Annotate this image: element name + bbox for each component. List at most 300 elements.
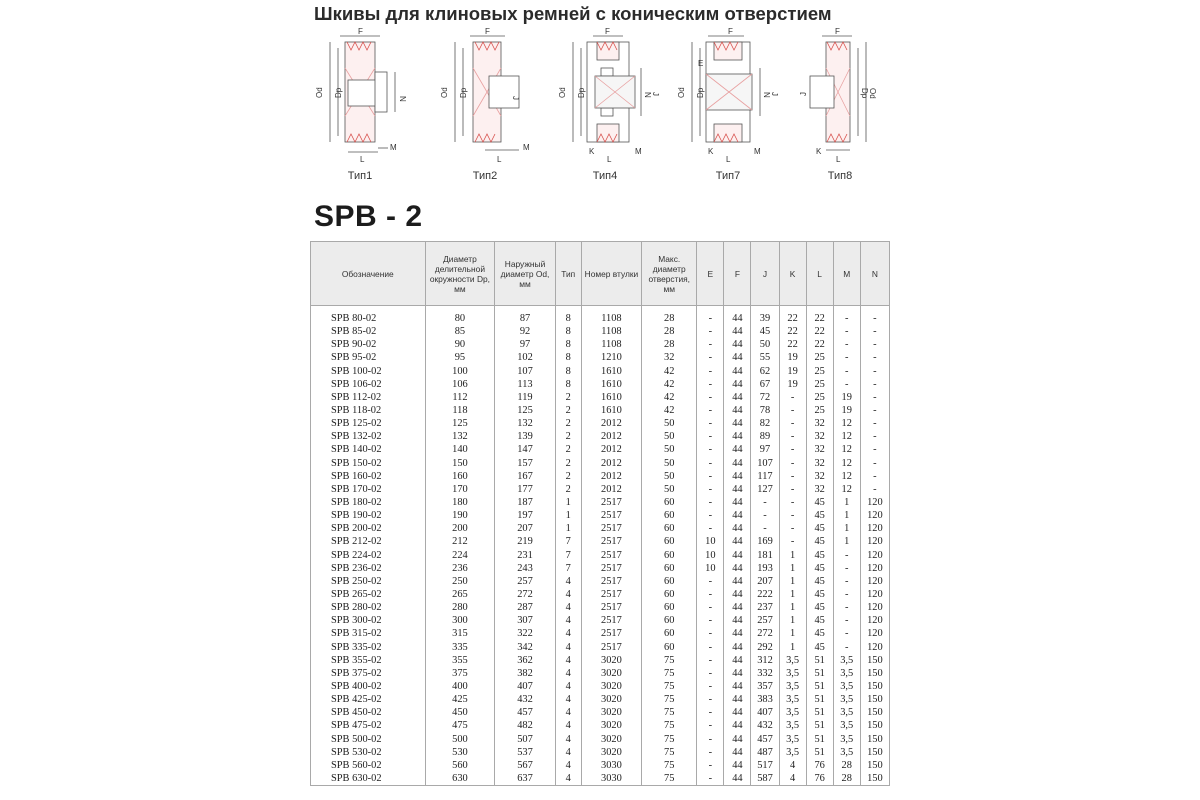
cell-bush-number: 2517 <box>581 588 641 601</box>
cell-m: 19 <box>833 404 860 417</box>
cell-j: 39 <box>751 306 779 326</box>
cell-type: 8 <box>555 351 581 364</box>
cell-n: 150 <box>860 746 889 759</box>
cell-outer-diameter: 92 <box>495 325 555 338</box>
table-row <box>311 562 890 575</box>
cell-outer-diameter: 307 <box>495 614 555 627</box>
cell-bush-number: 3020 <box>581 680 641 693</box>
label-m: M <box>390 143 397 152</box>
cell-l: 45 <box>806 614 833 627</box>
cell-m: - <box>833 601 860 614</box>
label-dp: Dp <box>334 87 343 98</box>
cell-f: 44 <box>724 509 751 522</box>
label-j: J <box>770 92 779 96</box>
cell-e: - <box>697 522 724 535</box>
cell-max-bore: 50 <box>642 457 697 470</box>
cell-n: 150 <box>860 733 889 746</box>
cell-type: 4 <box>555 627 581 640</box>
cell-designation: SPB 530-02 <box>311 746 426 759</box>
label-l: L <box>726 155 731 164</box>
table-row <box>311 365 890 378</box>
cell-m: - <box>833 627 860 640</box>
table-row <box>311 641 890 654</box>
cell-l: 25 <box>806 351 833 364</box>
label-f: F <box>835 28 840 36</box>
cell-type: 4 <box>555 772 581 786</box>
cell-k: - <box>779 443 806 456</box>
diagram-caption: Тип7 <box>715 170 741 182</box>
cell-type: 1 <box>555 522 581 535</box>
cell-type: 4 <box>555 641 581 654</box>
cell-designation: SPB 106-02 <box>311 378 426 391</box>
cell-bush-number: 3020 <box>581 719 641 732</box>
cell-type: 4 <box>555 588 581 601</box>
cell-type: 2 <box>555 391 581 404</box>
cell-l: 51 <box>806 706 833 719</box>
cell-m: 3,5 <box>833 693 860 706</box>
cell-max-bore: 42 <box>642 391 697 404</box>
cell-l: 22 <box>806 325 833 338</box>
cell-l: 51 <box>806 719 833 732</box>
pulley-type1-drawing <box>300 28 420 168</box>
cell-l: 45 <box>806 601 833 614</box>
cell-e: - <box>697 706 724 719</box>
cell-m: 3,5 <box>833 733 860 746</box>
cell-m: - <box>833 575 860 588</box>
label-f: F <box>485 28 490 36</box>
cell-designation: SPB 300-02 <box>311 614 426 627</box>
cell-designation: SPB 125-02 <box>311 417 426 430</box>
table-row <box>311 457 890 470</box>
cell-pitch-diameter: 375 <box>425 667 495 680</box>
cell-pitch-diameter: 190 <box>425 509 495 522</box>
cell-f: 44 <box>724 404 751 417</box>
cell-type: 8 <box>555 325 581 338</box>
cell-outer-diameter: 243 <box>495 562 555 575</box>
cell-l: 25 <box>806 391 833 404</box>
cell-j: 383 <box>751 693 779 706</box>
cell-max-bore: 32 <box>642 351 697 364</box>
cell-bush-number: 2517 <box>581 601 641 614</box>
cell-pitch-diameter: 630 <box>425 772 495 786</box>
cell-outer-diameter: 97 <box>495 338 555 351</box>
cell-max-bore: 75 <box>642 719 697 732</box>
cell-k: 1 <box>779 588 806 601</box>
cell-max-bore: 28 <box>642 325 697 338</box>
cell-designation: SPB 100-02 <box>311 365 426 378</box>
label-l: L <box>607 155 612 164</box>
cell-max-bore: 60 <box>642 522 697 535</box>
cell-pitch-diameter: 118 <box>425 404 495 417</box>
cell-max-bore: 42 <box>642 378 697 391</box>
cell-n: - <box>860 430 889 443</box>
cell-e: - <box>697 430 724 443</box>
cell-e: - <box>697 483 724 496</box>
cell-f: 44 <box>724 601 751 614</box>
cell-e: 10 <box>697 549 724 562</box>
cell-e: - <box>697 325 724 338</box>
table-row <box>311 391 890 404</box>
cell-f: 44 <box>724 733 751 746</box>
cell-pitch-diameter: 500 <box>425 733 495 746</box>
cell-bush-number: 1610 <box>581 378 641 391</box>
cell-type: 8 <box>555 378 581 391</box>
cell-n: - <box>860 417 889 430</box>
cell-e: - <box>697 417 724 430</box>
cell-k: 1 <box>779 575 806 588</box>
cell-f: 44 <box>724 575 751 588</box>
cell-pitch-diameter: 180 <box>425 496 495 509</box>
cell-k: 4 <box>779 772 806 786</box>
cell-pitch-diameter: 425 <box>425 693 495 706</box>
cell-j: 89 <box>751 430 779 443</box>
cell-designation: SPB 400-02 <box>311 680 426 693</box>
label-dp: Dp <box>860 88 869 99</box>
cell-m: - <box>833 325 860 338</box>
cell-e: - <box>697 667 724 680</box>
cell-outer-diameter: 167 <box>495 470 555 483</box>
cell-m: - <box>833 338 860 351</box>
cell-l: 32 <box>806 443 833 456</box>
cell-l: 76 <box>806 759 833 772</box>
cell-bush-number: 2517 <box>581 641 641 654</box>
cell-pitch-diameter: 170 <box>425 483 495 496</box>
cell-m: - <box>833 562 860 575</box>
cell-designation: SPB 190-02 <box>311 509 426 522</box>
table-row <box>311 772 890 786</box>
cell-j: 587 <box>751 772 779 786</box>
cell-l: 45 <box>806 562 833 575</box>
cell-pitch-diameter: 450 <box>425 706 495 719</box>
cell-designation: SPB 355-02 <box>311 654 426 667</box>
label-m: M <box>523 143 530 152</box>
table-row <box>311 404 890 417</box>
cell-type: 7 <box>555 535 581 548</box>
cell-bush-number: 2517 <box>581 614 641 627</box>
cell-n: 120 <box>860 588 889 601</box>
cell-n: - <box>860 391 889 404</box>
cell-n: 120 <box>860 522 889 535</box>
cell-m: 3,5 <box>833 654 860 667</box>
cell-max-bore: 60 <box>642 549 697 562</box>
table-row <box>311 719 890 732</box>
cell-j: 432 <box>751 719 779 732</box>
cell-f: 44 <box>724 719 751 732</box>
cell-n: 120 <box>860 562 889 575</box>
cell-bush-number: 3020 <box>581 706 641 719</box>
cell-n: 120 <box>860 627 889 640</box>
cell-e: - <box>697 601 724 614</box>
cell-f: 44 <box>724 641 751 654</box>
label-od: Od <box>868 88 877 99</box>
header-k: K <box>779 242 806 306</box>
table-row <box>311 351 890 364</box>
cell-max-bore: 75 <box>642 680 697 693</box>
cell-max-bore: 50 <box>642 417 697 430</box>
cell-m: - <box>833 549 860 562</box>
cell-f: 44 <box>724 614 751 627</box>
cell-type: 2 <box>555 470 581 483</box>
cell-m: 1 <box>833 535 860 548</box>
cell-j: - <box>751 522 779 535</box>
cell-designation: SPB 475-02 <box>311 719 426 732</box>
cell-outer-diameter: 457 <box>495 706 555 719</box>
cell-pitch-diameter: 80 <box>425 306 495 326</box>
table-row <box>311 706 890 719</box>
cell-max-bore: 75 <box>642 706 697 719</box>
cell-j: 78 <box>751 404 779 417</box>
cell-f: 44 <box>724 325 751 338</box>
diagram-caption: Тип1 <box>347 170 373 182</box>
table-row <box>311 306 890 326</box>
cell-outer-diameter: 107 <box>495 365 555 378</box>
cell-pitch-diameter: 85 <box>425 325 495 338</box>
cell-max-bore: 42 <box>642 365 697 378</box>
cell-type: 2 <box>555 443 581 456</box>
cell-designation: SPB 315-02 <box>311 627 426 640</box>
cell-f: 44 <box>724 627 751 640</box>
cell-k: 1 <box>779 601 806 614</box>
cell-f: 44 <box>724 549 751 562</box>
cell-f: 44 <box>724 417 751 430</box>
table-row <box>311 588 890 601</box>
cell-l: 45 <box>806 509 833 522</box>
cell-designation: SPB 560-02 <box>311 759 426 772</box>
cell-bush-number: 2012 <box>581 443 641 456</box>
label-n: N <box>762 92 771 98</box>
cell-k: 1 <box>779 614 806 627</box>
cell-j: 72 <box>751 391 779 404</box>
cell-f: 44 <box>724 365 751 378</box>
cell-bush-number: 3030 <box>581 772 641 786</box>
label-k: K <box>589 147 595 156</box>
label-k: K <box>708 147 714 156</box>
cell-j: 117 <box>751 470 779 483</box>
cell-type: 4 <box>555 614 581 627</box>
cell-k: - <box>779 496 806 509</box>
cell-bush-number: 3030 <box>581 759 641 772</box>
header-l: L <box>806 242 833 306</box>
cell-outer-diameter: 537 <box>495 746 555 759</box>
cell-j: 332 <box>751 667 779 680</box>
label-f: F <box>728 28 733 36</box>
pulley-diagram-type8 <box>780 28 900 188</box>
cell-l: 22 <box>806 338 833 351</box>
cell-outer-diameter: 432 <box>495 693 555 706</box>
cell-k: 1 <box>779 562 806 575</box>
cell-outer-diameter: 637 <box>495 772 555 786</box>
cell-type: 1 <box>555 496 581 509</box>
cell-m: - <box>833 641 860 654</box>
label-f: F <box>358 28 363 36</box>
cell-max-bore: 28 <box>642 306 697 326</box>
cell-designation: SPB 280-02 <box>311 601 426 614</box>
cell-n: - <box>860 443 889 456</box>
cell-bush-number: 2517 <box>581 496 641 509</box>
cell-j: 193 <box>751 562 779 575</box>
cell-k: 4 <box>779 759 806 772</box>
cell-bush-number: 3020 <box>581 693 641 706</box>
cell-n: 150 <box>860 759 889 772</box>
cell-designation: SPB 250-02 <box>311 575 426 588</box>
cell-k: 3,5 <box>779 667 806 680</box>
cell-pitch-diameter: 475 <box>425 719 495 732</box>
cell-e: - <box>697 457 724 470</box>
cell-max-bore: 50 <box>642 443 697 456</box>
cell-k: 1 <box>779 549 806 562</box>
cell-bush-number: 2012 <box>581 483 641 496</box>
cell-n: 150 <box>860 667 889 680</box>
cell-e: - <box>697 588 724 601</box>
cell-n: 120 <box>860 641 889 654</box>
cell-l: 32 <box>806 417 833 430</box>
cell-e: - <box>697 404 724 417</box>
cell-outer-diameter: 482 <box>495 719 555 732</box>
cell-n: - <box>860 338 889 351</box>
cell-outer-diameter: 287 <box>495 601 555 614</box>
cell-l: 51 <box>806 654 833 667</box>
cell-k: 1 <box>779 627 806 640</box>
cell-e: - <box>697 746 724 759</box>
cell-designation: SPB 112-02 <box>311 391 426 404</box>
cell-type: 7 <box>555 562 581 575</box>
pulley-diagram-type7 <box>668 28 788 188</box>
cell-j: 127 <box>751 483 779 496</box>
cell-l: 45 <box>806 575 833 588</box>
cell-f: 44 <box>724 706 751 719</box>
cell-bush-number: 2517 <box>581 562 641 575</box>
cell-f: 44 <box>724 772 751 786</box>
cell-pitch-diameter: 530 <box>425 746 495 759</box>
cell-f: 44 <box>724 680 751 693</box>
cell-l: 51 <box>806 680 833 693</box>
cell-n: - <box>860 378 889 391</box>
label-n: N <box>643 92 652 98</box>
cell-max-bore: 42 <box>642 404 697 417</box>
cell-type: 4 <box>555 693 581 706</box>
cell-max-bore: 50 <box>642 470 697 483</box>
cell-bush-number: 1610 <box>581 365 641 378</box>
cell-pitch-diameter: 355 <box>425 654 495 667</box>
cell-m: 1 <box>833 509 860 522</box>
cell-f: 44 <box>724 654 751 667</box>
cell-j: - <box>751 509 779 522</box>
cell-bush-number: 2012 <box>581 457 641 470</box>
cell-designation: SPB 180-02 <box>311 496 426 509</box>
cell-k: - <box>779 522 806 535</box>
cell-j: 62 <box>751 365 779 378</box>
cell-l: 45 <box>806 535 833 548</box>
cell-e: - <box>697 365 724 378</box>
cell-l: 25 <box>806 378 833 391</box>
table-row <box>311 614 890 627</box>
cell-bush-number: 2517 <box>581 522 641 535</box>
cell-e: - <box>697 719 724 732</box>
label-l: L <box>360 155 365 164</box>
cell-f: 44 <box>724 746 751 759</box>
cell-bush-number: 1108 <box>581 325 641 338</box>
cell-type: 4 <box>555 719 581 732</box>
pulley-type2-drawing <box>425 28 545 168</box>
cell-e: - <box>697 496 724 509</box>
pulley-type-diagrams <box>300 28 900 188</box>
cell-e: - <box>697 693 724 706</box>
cell-k: 3,5 <box>779 719 806 732</box>
cell-j: 207 <box>751 575 779 588</box>
cell-pitch-diameter: 132 <box>425 430 495 443</box>
cell-e: - <box>697 641 724 654</box>
label-f: F <box>605 28 610 36</box>
cell-j: 407 <box>751 706 779 719</box>
cell-e: - <box>697 338 724 351</box>
table-row <box>311 325 890 338</box>
cell-m: 12 <box>833 483 860 496</box>
cell-n: 120 <box>860 601 889 614</box>
cell-j: 237 <box>751 601 779 614</box>
cell-type: 4 <box>555 575 581 588</box>
cell-type: 2 <box>555 404 581 417</box>
cell-designation: SPB 95-02 <box>311 351 426 364</box>
cell-k: 19 <box>779 378 806 391</box>
cell-j: 517 <box>751 759 779 772</box>
cell-k: 3,5 <box>779 693 806 706</box>
header-j: J <box>751 242 779 306</box>
cell-pitch-diameter: 250 <box>425 575 495 588</box>
cell-max-bore: 50 <box>642 430 697 443</box>
header-outer-diameter: Наружный диаметр Od, мм <box>495 242 555 306</box>
cell-designation: SPB 132-02 <box>311 430 426 443</box>
cell-bush-number: 2517 <box>581 509 641 522</box>
cell-m: 28 <box>833 759 860 772</box>
cell-pitch-diameter: 160 <box>425 470 495 483</box>
cell-l: 45 <box>806 627 833 640</box>
cell-pitch-diameter: 100 <box>425 365 495 378</box>
cell-f: 44 <box>724 562 751 575</box>
cell-outer-diameter: 219 <box>495 535 555 548</box>
cell-pitch-diameter: 265 <box>425 588 495 601</box>
cell-e: - <box>697 733 724 746</box>
cell-type: 2 <box>555 483 581 496</box>
cell-outer-diameter: 197 <box>495 509 555 522</box>
table-row <box>311 733 890 746</box>
cell-n: 150 <box>860 693 889 706</box>
cell-n: - <box>860 470 889 483</box>
diagram-caption: Тип8 <box>827 170 853 182</box>
cell-m: 12 <box>833 457 860 470</box>
cell-f: 44 <box>724 443 751 456</box>
cell-m: 3,5 <box>833 746 860 759</box>
cell-outer-diameter: 322 <box>495 627 555 640</box>
header-type: Тип <box>555 242 581 306</box>
cell-e: - <box>697 614 724 627</box>
series-heading: SPB - 2 <box>314 200 423 233</box>
cell-bush-number: 3020 <box>581 733 641 746</box>
table-row <box>311 680 890 693</box>
cell-l: 32 <box>806 483 833 496</box>
cell-bush-number: 1108 <box>581 338 641 351</box>
table-row <box>311 654 890 667</box>
cell-m: 12 <box>833 430 860 443</box>
cell-designation: SPB 265-02 <box>311 588 426 601</box>
cell-e: - <box>697 772 724 786</box>
cell-type: 4 <box>555 746 581 759</box>
label-j: J <box>511 96 520 100</box>
cell-max-bore: 60 <box>642 588 697 601</box>
cell-designation: SPB 212-02 <box>311 535 426 548</box>
cell-outer-diameter: 113 <box>495 378 555 391</box>
cell-k: - <box>779 483 806 496</box>
cell-k: - <box>779 509 806 522</box>
